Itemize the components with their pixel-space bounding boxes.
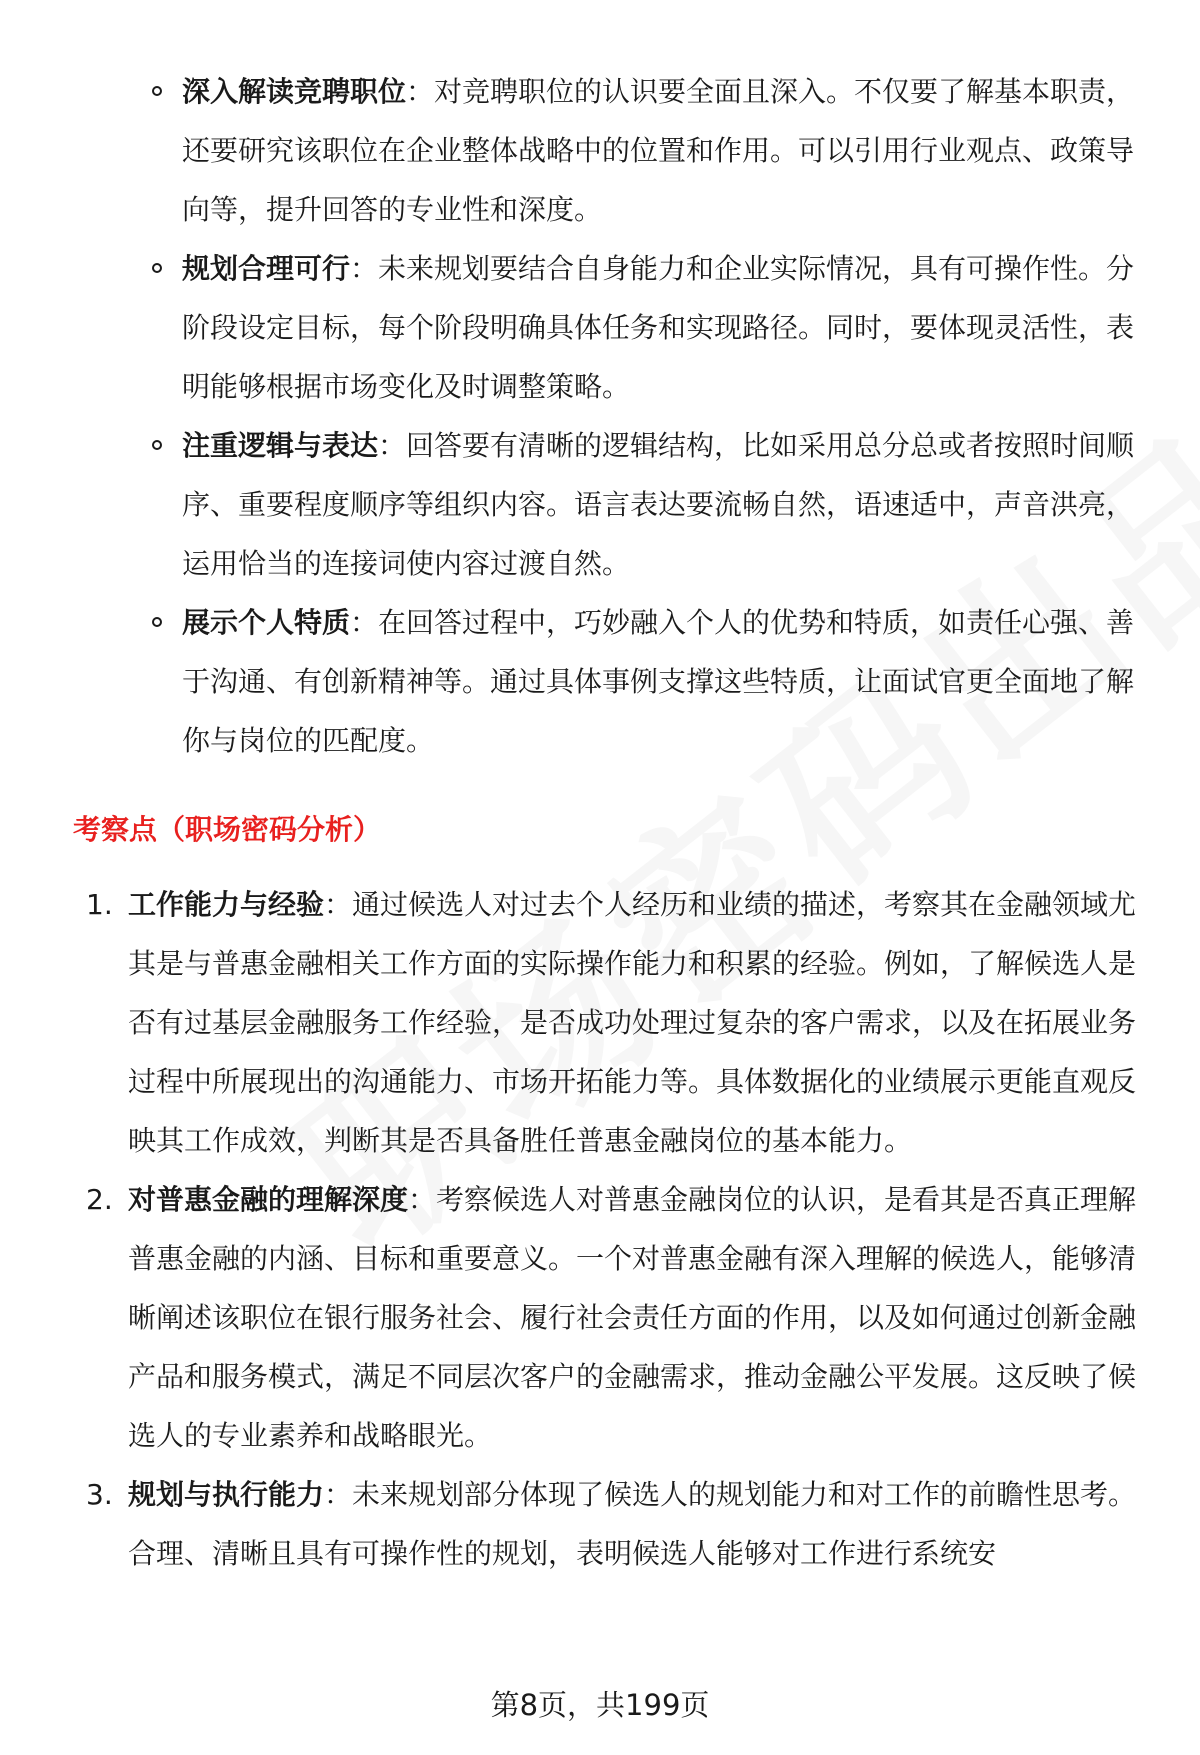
item-separator: ： xyxy=(324,1478,353,1511)
item-number: 3. xyxy=(86,1478,113,1511)
bullet-item xyxy=(150,593,1140,770)
bullet-text: 回答要有清晰的逻辑结构，比如采用总分总或者按照时间顺序、重要程度顺序等组织内容。语言表达要流畅自然，语速适中，声音洪亮，运用恰当的连接词使内容过渡自然。 xyxy=(182,429,1135,580)
item-separator: ： xyxy=(324,888,353,921)
page-footer: 第8页，共199页 xyxy=(490,1688,710,1722)
numbered-item xyxy=(80,1170,1142,1465)
bullet-term: 注重逻辑与表达 xyxy=(182,429,379,462)
bullet-text: 未来规划要结合自身能力和企业实际情况，具有可操作性。分阶段设定目标，每个阶段明确具体任务和实现路径。同时，要体现灵活性，表明能够根据市场变化及时调整策略。 xyxy=(182,252,1135,403)
item-text: 未来规划部分体现了候选人的规划能力和对工作的前瞻性思考。合理、清晰且具有可操作性的规划，表明候选人能够对工作进行系统安 xyxy=(128,1478,1137,1570)
bullet-term: 展示个人特质 xyxy=(182,606,351,639)
item-separator: ： xyxy=(408,1183,437,1216)
tips-bullet-list xyxy=(150,62,1140,770)
bullet-term: 深入解读竞聘职位 xyxy=(182,75,407,108)
numbered-item xyxy=(80,875,1142,1170)
bullet-item xyxy=(150,62,1140,239)
hollow-circle-bullet-icon xyxy=(152,86,162,96)
item-number: 2. xyxy=(86,1183,113,1216)
section-heading: 考察点（职场密码分析） xyxy=(73,813,382,846)
bullet-separator: ： xyxy=(378,429,407,462)
item-text: 通过候选人对过去个人经历和业绩的描述，考察其在金融领域尤其是与普惠金融相关工作方面的实际操作能力和积累的经验。例如，了解候选人是否有过基层金融服务工作经验，是否成功处理过复杂的客户需求，以及在拓展业务过程中所展现出的沟通能力、市场开拓能力等。具体数据化的业绩展示更能直观反映其工作成效，判断其是否具备胜任普惠金融岗位的基本能力。 xyxy=(128,888,1137,1157)
item-term: 规划与执行能力 xyxy=(128,1478,325,1511)
hollow-circle-bullet-icon xyxy=(152,440,162,450)
assessment-points-list xyxy=(80,875,1142,1583)
item-text: 考察候选人对普惠金融岗位的认识，是看其是否真正理解普惠金融的内涵、目标和重要意义。一个对普惠金融有深入理解的候选人，能够清晰阐述该职位在银行服务社会、履行社会责任方面的作用，以及如何通过创新金融产品和服务模式，满足不同层次客户的金融需求，推动金融公平发展。这反映了候选人的专业素养和战略眼光。 xyxy=(128,1183,1137,1452)
item-term: 对普惠金融的理解深度 xyxy=(128,1183,409,1216)
numbered-item xyxy=(80,1465,1142,1583)
item-term: 工作能力与经验 xyxy=(128,888,325,921)
bullet-term: 规划合理可行 xyxy=(182,252,351,285)
bullet-item xyxy=(150,239,1140,416)
bullet-text: 在回答过程中，巧妙融入个人的优势和特质，如责任心强、善于沟通、有创新精神等。通过具体事例支撑这些特质，让面试官更全面地了解你与岗位的匹配度。 xyxy=(182,606,1135,757)
bullet-text: 对竞聘职位的认识要全面且深入。不仅要了解基本职责，还要研究该职位在企业整体战略中的位置和作用。可以引用行业观点、政策导向等，提升回答的专业性和深度。 xyxy=(182,75,1135,226)
bullet-item xyxy=(150,416,1140,593)
hollow-circle-bullet-icon xyxy=(152,263,162,273)
bullet-separator: ： xyxy=(350,606,379,639)
bullet-separator: ： xyxy=(350,252,379,285)
hollow-circle-bullet-icon xyxy=(152,617,162,627)
bullet-separator: ： xyxy=(406,75,435,108)
item-number: 1. xyxy=(86,888,113,921)
